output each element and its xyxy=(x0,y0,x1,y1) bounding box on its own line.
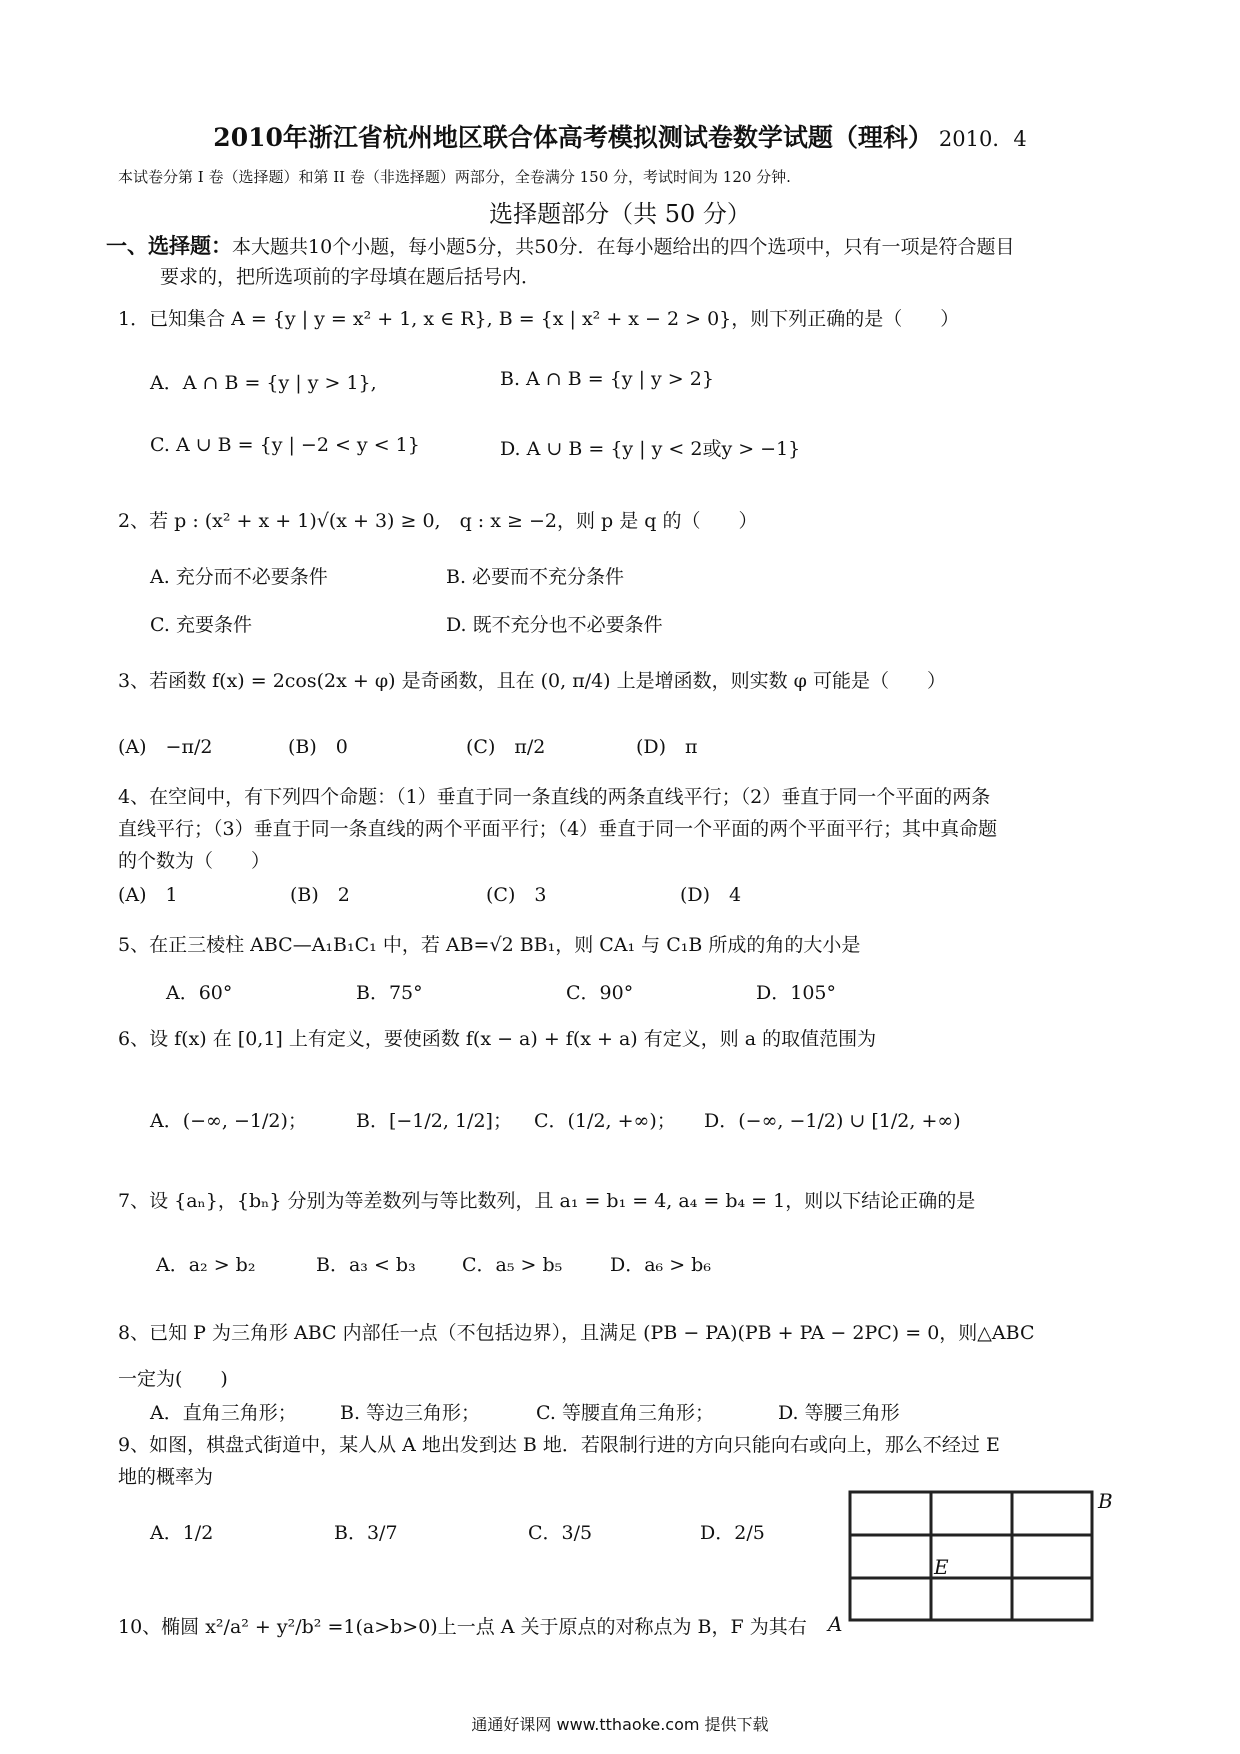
question-7-option-d: D．a₆ > b₆ xyxy=(610,1254,711,1276)
question-6-option-d: D．(−∞, −1/2) ∪ [1/2, +∞) xyxy=(704,1110,961,1132)
question-4-stem-line3: 的个数为（ ） xyxy=(118,850,271,872)
title-text: 2010年浙江省杭州地区联合体高考模拟测试卷数学试题（理科） xyxy=(213,123,933,152)
question-3-option-b: (B) 0 xyxy=(288,736,348,758)
question-9-option-c: C．3/5 xyxy=(528,1522,593,1544)
question-9-option-a: A．1/2 xyxy=(150,1522,214,1544)
question-5-option-b: B．75° xyxy=(356,982,423,1004)
question-1-option-a: A．A ∩ B = {y | y > 1}, xyxy=(150,372,377,394)
question-1-option-b: B. A ∩ B = {y | y > 2} xyxy=(500,368,714,390)
figure-label-b: B xyxy=(1098,1489,1113,1513)
question-3-option-a: (A) −π/2 xyxy=(118,736,213,758)
question-2-option-b: B. 必要而不充分条件 xyxy=(446,566,625,588)
question-8-stem-line1: 8、已知 P 为三角形 ABC 内部任一点（不包括边界），且满足 (PB − PA)(PB + PA − 2PC) = 0，则△ABC xyxy=(118,1322,1035,1344)
question-2-option-d: D. 既不充分也不必要条件 xyxy=(446,614,663,636)
question-1-option-d: D. A ∪ B = {y | y < 2或y > −1} xyxy=(500,438,801,460)
intro-text: 本试卷分第 I 卷（选择题）和第 II 卷（非选择题）两部分，全卷满分 150 分，考试时间为 120 分钟. xyxy=(118,168,791,186)
question-2-option-a: A. 充分而不必要条件 xyxy=(150,566,328,588)
question-2-stem: 2、若 p : (x² + x + 1)√(x + 3) ≥ 0, q : x ≥ −2，则 p 是 q 的（ ） xyxy=(118,510,758,532)
title-date: 2010．4 xyxy=(938,127,1027,151)
question-6-option-a: A．(−∞, −1/2)； xyxy=(150,1110,307,1132)
question-5-option-d: D．105° xyxy=(756,982,836,1004)
question-7-option-b: B．a₃ < b₃ xyxy=(316,1254,416,1276)
question-3-stem: 3、若函数 f(x) = 2cos(2x + φ) 是奇函数，且在 (0, π/4) 上是增函数，则实数 φ 可能是（ ） xyxy=(118,670,947,692)
question-4-option-b: (B) 2 xyxy=(290,884,350,906)
page-footer: 通通好课网 www.tthaoke.com 提供下载 xyxy=(471,1715,769,1734)
question-6-option-c: C．(1/2, +∞)； xyxy=(534,1110,676,1132)
question-7-option-a: A．a₂ > b₂ xyxy=(156,1254,256,1276)
question-5-option-a: A．60° xyxy=(166,982,233,1004)
question-9-stem-line1: 9、如图，棋盘式街道中，某人从 A 地出发到达 B 地．若限制行进的方向只能向右或向上，那么不经过 E xyxy=(118,1434,1000,1456)
page-title xyxy=(0,118,1240,154)
question-5-stem: 5、在正三棱柱 ABC—A₁B₁C₁ 中，若 AB=√2 BB₁，则 CA₁ 与 C₁B 所成的角的大小是 xyxy=(118,934,861,956)
question-5-option-c: C．90° xyxy=(566,982,634,1004)
question-4-option-c: (C) 3 xyxy=(486,884,547,906)
question-7-option-c: C．a₅ > b₅ xyxy=(462,1254,563,1276)
question-8-stem-line2: 一定为( ) xyxy=(118,1368,228,1390)
figure-label-a: A xyxy=(828,1612,843,1636)
question-8-option-d: D. 等腰三角形 xyxy=(778,1402,900,1424)
question-3-option-c: (C) π/2 xyxy=(466,736,546,758)
question-9-option-b: B．3/7 xyxy=(334,1522,398,1544)
question-9-option-d: D．2/5 xyxy=(700,1522,765,1544)
section-instruction-line1: 本大题共10个小题，每小题5分，共50分．在每小题给出的四个选项中，只有一项是符合题目 xyxy=(232,236,1015,258)
section-instruction-line2: 要求的，把所选项前的字母填在题后括号内． xyxy=(160,266,541,288)
question-6-option-b: B．[−1/2, 1/2]； xyxy=(356,1110,512,1132)
question-7-stem: 7、设 {aₙ}，{bₙ} 分别为等差数列与等比数列，且 a₁ = b₁ = 4, a₄ = b₄ = 1，则以下结论正确的是 xyxy=(118,1190,976,1212)
question-1-option-c: C. A ∪ B = {y | −2 < y < 1} xyxy=(150,434,420,456)
section-label: 一、选择题： xyxy=(106,233,232,258)
question-4-option-d: (D) 4 xyxy=(680,884,742,906)
question-8-option-b: B. 等边三角形； xyxy=(340,1402,481,1424)
question-9-stem-line2: 地的概率为 xyxy=(118,1466,214,1488)
question-6-stem: 6、设 f(x) 在 [0,1] 上有定义，要使函数 f(x − a) + f(x + a) 有定义，则 a 的取值范围为 xyxy=(118,1028,877,1050)
question-4-stem-line2: 直线平行；（3）垂直于同一条直线的两个平面平行；（4）垂直于同一个平面的两个平面平行；其中真命题 xyxy=(118,818,998,840)
section-title: 选择题部分（共 50 分） xyxy=(489,200,751,228)
question-4-option-a: (A) 1 xyxy=(118,884,178,906)
question-10-stem: 10、椭圆 x²/a² + y²/b² =1(a>b>0)上一点 A 关于原点的对称点为 B，F 为其右 xyxy=(118,1616,807,1638)
question-2-option-c: C. 充要条件 xyxy=(150,614,252,636)
question-4-stem-line1: 4、在空间中，有下列四个命题：（1）垂直于同一条直线的两条直线平行；（2）垂直于同一个平面的两条 xyxy=(118,786,991,808)
question-1-stem: 1．已知集合 A = {y | y = x² + 1, x ∈ R}, B = {x | x² + x − 2 > 0}，则下列正确的是（ ） xyxy=(118,308,960,330)
question-3-option-d: (D) π xyxy=(636,736,698,758)
figure-label-e: E xyxy=(934,1555,949,1579)
question-8-option-a: A．直角三角形； xyxy=(150,1402,297,1424)
street-grid-figure xyxy=(848,1488,1138,1633)
section-instruction xyxy=(106,230,1014,260)
question-8-option-c: C. 等腰直角三角形； xyxy=(536,1402,714,1424)
